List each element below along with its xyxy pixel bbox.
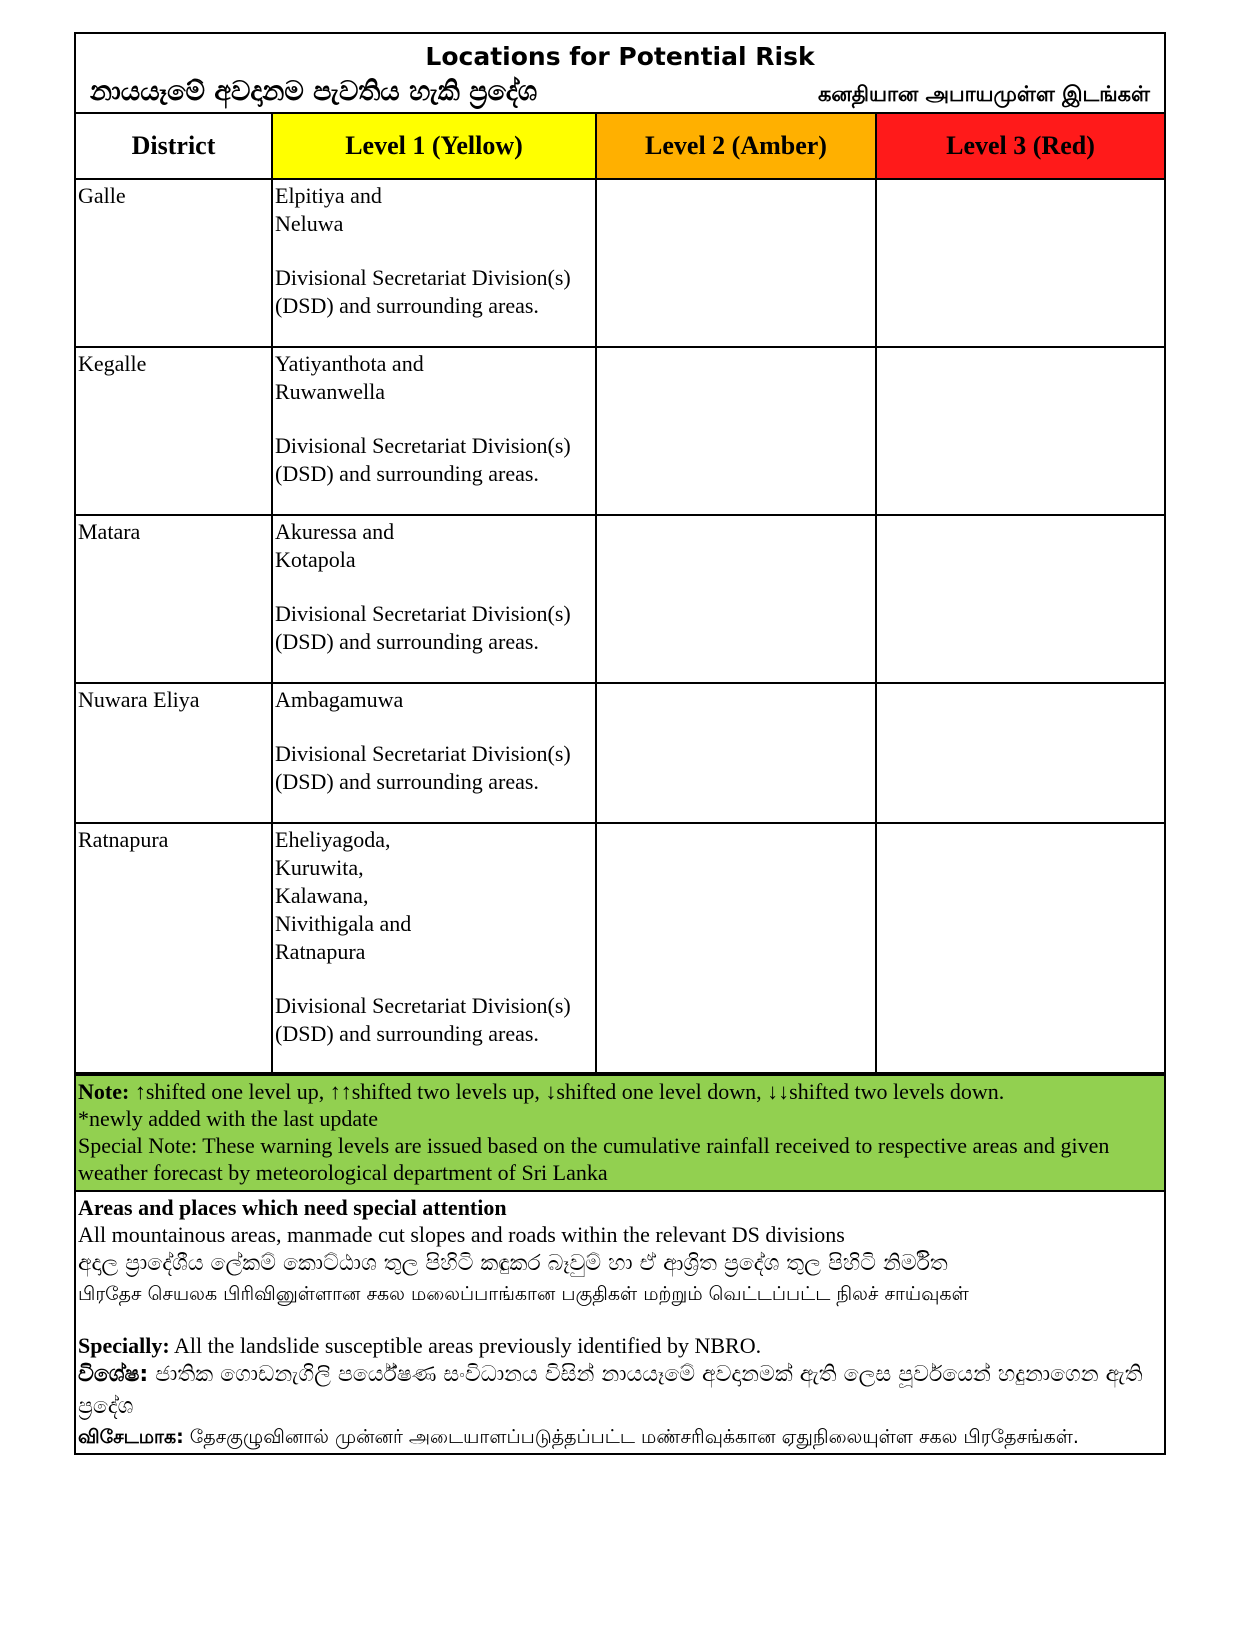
level-2-cell (596, 683, 876, 823)
note-block (76, 1074, 1164, 1190)
header-district: District (76, 114, 272, 179)
level-3-cell (876, 179, 1164, 347)
area-name: Akuressa and (275, 519, 395, 544)
dsd-text: Divisional Secretariat Division(s) (DSD) and surrounding areas. (275, 265, 571, 318)
table-row (76, 347, 1164, 515)
header-level-3: Level 3 (Red) (876, 114, 1164, 179)
district-cell: Kegalle (76, 347, 272, 515)
specially-tamil (78, 1423, 1162, 1451)
level-3-cell (876, 347, 1164, 515)
specially-label-tamil: விசேடமாக: (78, 1426, 184, 1448)
dsd-text: Divisional Secretariat Division(s) (DSD) and surrounding areas. (275, 433, 571, 486)
dsd-text: Divisional Secretariat Division(s) (DSD) and surrounding areas. (275, 741, 571, 794)
attention-heading: Areas and places which need special attention (78, 1195, 507, 1220)
area-name: Nivithigala and (275, 911, 412, 936)
level-2-cell (596, 823, 876, 1073)
specially-text-tamil: தேசகுழுவினால் முன்னர் அடையாளப்படுத்தப்பட்ட மண்சரிவுக்கான ஏதுநிலையுள்ள சகல பிரதேசங்கள். (183, 1426, 1079, 1448)
level-2-cell (596, 179, 876, 347)
area-name: Kotapola (275, 547, 356, 572)
specially-text-english: All the landslide susceptible areas previously identified by NBRO. (169, 1333, 762, 1358)
title-block (76, 34, 1164, 114)
table-row (76, 515, 1164, 683)
district-cell: Ratnapura (76, 823, 272, 1073)
dsd-text: Divisional Secretariat Division(s) (DSD) and surrounding areas. (275, 993, 571, 1046)
area-name: Neluwa (275, 211, 344, 236)
level-2-cell (596, 347, 876, 515)
district-cell: Galle (76, 179, 272, 347)
attention-block (76, 1190, 1164, 1453)
risk-table (76, 114, 1164, 1074)
area-name: Kalawana, (275, 883, 369, 908)
level-1-cell (272, 683, 596, 823)
title-sinhala: නායයෑමේ අවදානම පැවතිය හැකි ප්‍රදේශ (90, 76, 538, 107)
level-1-cell (272, 347, 596, 515)
dsd-text: Divisional Secretariat Division(s) (DSD) and surrounding areas. (275, 601, 571, 654)
level-2-cell (596, 515, 876, 683)
area-name: Ruwanwella (275, 379, 385, 404)
area-name: Ambagamuwa (275, 687, 404, 712)
district-cell: Nuwara Eliya (76, 683, 272, 823)
table-row (76, 823, 1164, 1073)
area-name: Elpitiya and (275, 183, 382, 208)
attention-sinhala: අදාල ප්‍රාදේශීය ලේකම් කොට්ඨාශ තුල පිහිටි කඳුකර බෑවුම් හා ඒ ආශ්‍රිත ප්‍රදේශ තුල පිහිටි නිර්මිත (78, 1251, 948, 1276)
note-text: ↑shifted one level up, ↑↑shifted two levels up, ↓shifted one level down, ↓↓shifted two levels down. (129, 1079, 1005, 1104)
area-name: Kuruwita, (275, 855, 364, 880)
header-level-1: Level 1 (Yellow) (272, 114, 596, 179)
specially-english (78, 1332, 1162, 1359)
level-1-cell (272, 515, 596, 683)
risk-document (74, 32, 1166, 1455)
area-name: Ratnapura (275, 939, 366, 964)
title-tamil: கனதியான அபாயமுள்ள இடங்கள் (817, 82, 1150, 106)
level-3-cell (876, 823, 1164, 1073)
level-1-cell (272, 179, 596, 347)
title-english: Locations for Potential Risk (425, 42, 815, 71)
note-label: Note: (78, 1079, 130, 1104)
newly-added-note: *newly added with the last update (78, 1106, 378, 1131)
district-cell: Matara (76, 515, 272, 683)
area-name: Yatiyanthota and (275, 351, 424, 376)
table-row (76, 179, 1164, 347)
spacer (78, 1308, 1162, 1332)
note-legend (78, 1078, 1162, 1105)
header-level-2: Level 2 (Amber) (596, 114, 876, 179)
area-name: Eheliyagoda, (275, 827, 391, 852)
attention-english: All mountainous areas, manmade cut slopes and roads within the relevant DS divisions (78, 1222, 845, 1247)
attention-tamil: பிரதேச செயலக பிரிவினுள்ளான சகல மலைப்பாங்கான பகுதிகள் மற்றும் வெட்டப்பட்ட நிலச் சாய்வுகள் (78, 1283, 969, 1305)
table-header-row (76, 114, 1164, 179)
level-3-cell (876, 683, 1164, 823)
specially-label-sinhala: විශේෂ: (78, 1362, 149, 1387)
level-1-cell (272, 823, 596, 1073)
table-row (76, 683, 1164, 823)
specially-sinhala (78, 1359, 1162, 1423)
specially-text-sinhala: ජාතික ගොඩනැගිලි පර්යේෂණ සංවිධානය විසින් නායයෑමේ අවදානමක් ඇති ලෙස පූර්වයෙන් හදුනාගෙන ඇති ප්‍රදේශ (78, 1362, 1143, 1419)
specially-label-english: Specially: (78, 1333, 170, 1358)
level-3-cell (876, 515, 1164, 683)
special-note: Special Note: These warning levels are issued based on the cumulative rainfall received to respective areas and given weather forecast by meteorological department of Sri Lanka (78, 1133, 1110, 1185)
